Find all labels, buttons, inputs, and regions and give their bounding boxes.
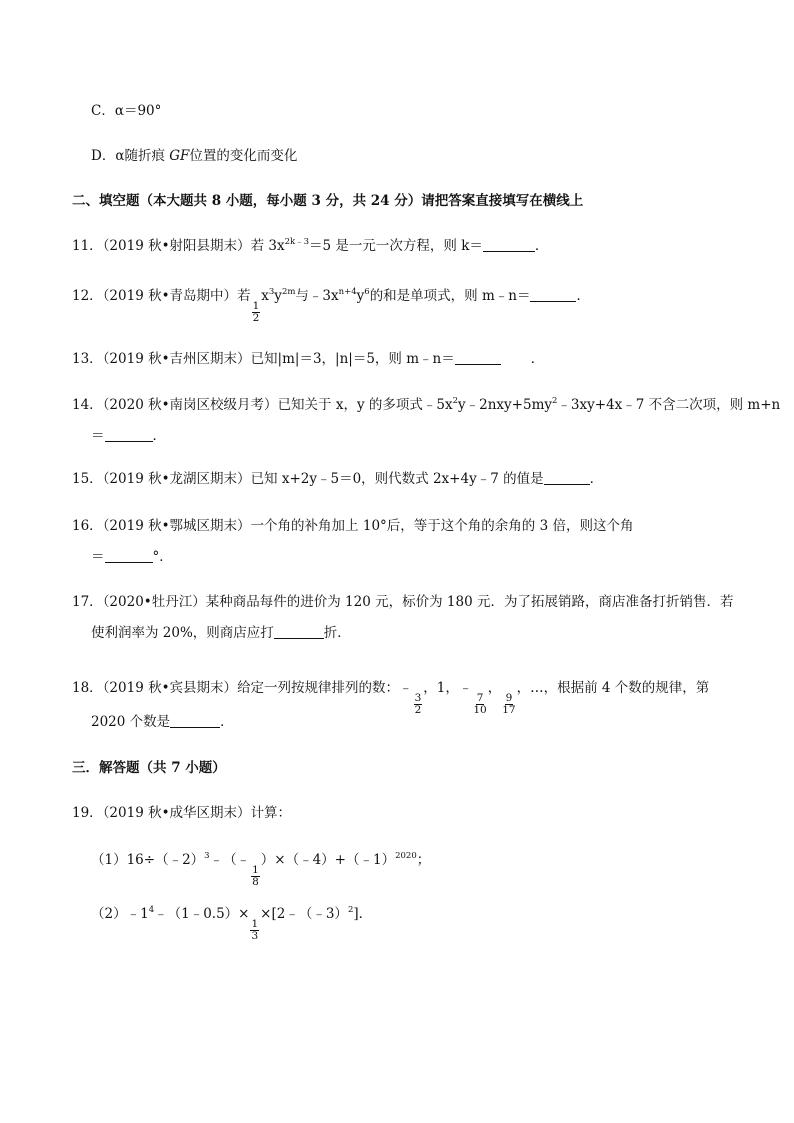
q16-end: °．	[152, 549, 173, 565]
q13-answer-blank[interactable]	[455, 350, 501, 365]
option-d-post: 位置的变化而变化	[189, 148, 298, 164]
q14-exp-1: 2	[452, 396, 459, 406]
option-d-pre: D．α随折痕	[91, 148, 165, 164]
q13-text: 已知|m|＝3，|n|＝5，则 m﹣n＝	[250, 351, 455, 367]
q18-text-2: ，1，﹣	[423, 680, 473, 696]
question-14-line-1	[72, 395, 780, 415]
q11-source: （2019 秋•射阳县期末）	[102, 238, 251, 254]
q18-frac-2-den: 10	[473, 704, 487, 716]
q12-fraction	[252, 301, 261, 324]
q13-end: ．	[530, 351, 545, 367]
q14-exp-2: 2	[552, 396, 558, 406]
q19-source: （2019 秋•成华区期末）	[102, 805, 251, 821]
q19-p2-frac-num: 1	[251, 918, 259, 930]
q19-p1-exp-2: 2020	[395, 851, 417, 861]
q14-answer-blank[interactable]	[105, 427, 153, 442]
q19-p1-frac-num: 1	[252, 864, 259, 876]
q12-answer-blank[interactable]	[530, 287, 576, 302]
q12-text-4: 与﹣3x	[295, 288, 339, 304]
q19-p2-exp-1: 4	[148, 905, 155, 915]
option-d-var: GF	[169, 148, 190, 164]
q16-number: 16．	[72, 518, 103, 534]
q17-text-2: 使利润率为 20%，则商店应打	[91, 625, 274, 641]
q17-source: （2020•牡丹江）	[102, 594, 206, 610]
q12-text-5: y	[356, 288, 365, 304]
q16-text: 一个角的补角加上 10°后，等于这个角的余角的 3 倍，则这个角	[250, 518, 634, 534]
q19-text: 计算：	[250, 805, 292, 821]
q19-p1-frac-den: 8	[252, 876, 259, 888]
q17-number: 17．	[72, 594, 103, 610]
q18-frac-1-den: 2	[414, 704, 422, 716]
question-19	[72, 803, 291, 823]
section-3-title: 三．解答题（共 7 小题）	[72, 760, 226, 776]
q19-p2-text-4: ]．	[353, 906, 373, 922]
q15-end: ．	[589, 471, 604, 487]
q14-source: （2020 秋•南岗区校级月考）	[102, 397, 278, 413]
question-15	[72, 469, 603, 489]
question-16-line-1	[72, 516, 633, 536]
q19-p2-frac-den: 3	[251, 930, 259, 942]
q11-text-1: 若 3x	[250, 238, 285, 254]
question-17-line-2	[91, 623, 351, 643]
q11-number: 11．	[72, 238, 103, 254]
q19-part-2	[91, 904, 372, 942]
q19-p1-fraction	[251, 865, 260, 888]
question-17-line-1	[72, 592, 733, 612]
question-11	[72, 236, 548, 256]
q12-text-3: y	[274, 288, 282, 304]
q12-exp-2: 2m	[281, 287, 296, 297]
q12-end: ．	[576, 288, 590, 304]
q18-text-3: ，	[487, 680, 502, 696]
q12-exp-3: n+4	[338, 287, 357, 297]
q17-end: 折．	[323, 625, 351, 641]
q19-number: 19．	[72, 805, 103, 821]
q18-frac-3-den: 17	[502, 704, 516, 716]
q14-text-3: ﹣3xy+4x﹣7 不含二次项，则 m+n	[557, 397, 781, 413]
q12-exp-4: 6	[364, 287, 370, 297]
question-13	[72, 349, 544, 369]
q19-p1-text-2: ﹣（﹣	[209, 852, 251, 868]
q12-text-1: 若	[237, 288, 251, 304]
q12-exp-1: 3	[268, 287, 275, 297]
question-16-line-2	[91, 547, 173, 567]
q12-source: （2019 秋•青岛期中）	[102, 288, 238, 304]
q18-text-5: 2020 个数是	[91, 714, 171, 730]
option-c: C．α＝90°	[91, 103, 162, 119]
q18-end: ．	[220, 714, 234, 730]
q12-text-2: x	[261, 288, 269, 304]
q18-text-4: ，…，根据前 4 个数的规律，第	[516, 680, 710, 696]
q14-equals: ＝	[91, 428, 105, 444]
question-12	[72, 286, 590, 324]
q18-frac-3-num: 9	[505, 692, 513, 704]
q15-source: （2019 秋•龙湖区期末）	[102, 471, 251, 487]
q18-fraction-3	[502, 693, 515, 716]
q19-p2-exp-2: 2	[347, 905, 354, 915]
q14-number: 14．	[72, 397, 103, 413]
q12-number: 12．	[72, 288, 103, 304]
q12-frac-num: 1	[252, 300, 260, 312]
option-d	[91, 146, 297, 166]
q17-text: 某种商品每件的进价为 120 元，标价为 180 元．为了拓展销路，商店准备打折销售．若	[205, 594, 734, 610]
q13-number: 13．	[72, 351, 103, 367]
q19-p1-text-1: （1）16÷（﹣2）	[91, 852, 205, 868]
q18-fraction-1	[414, 693, 423, 716]
q18-frac-1-num: 3	[414, 692, 422, 704]
q16-source: （2019 秋•鄂城区期末）	[102, 518, 251, 534]
q18-number: 18．	[72, 680, 103, 696]
q13-source: （2019 秋•吉州区期末）	[102, 351, 251, 367]
q16-equals: ＝	[91, 549, 105, 565]
q19-p2-text-3: ×[2﹣（﹣3）	[260, 906, 348, 922]
q11-text-2: ＝5 是一元一次方程，则 k＝	[309, 238, 483, 254]
q19-p2-text-1: （2）﹣1	[91, 906, 149, 922]
q19-part-1	[91, 850, 430, 888]
question-18-line-1	[72, 678, 709, 716]
q12-text-6: 的和是单项式，则 m﹣n＝	[369, 288, 531, 304]
q18-source: （2019 秋•宾县期末）	[102, 680, 238, 696]
q16-answer-blank[interactable]	[105, 548, 153, 563]
q18-answer-blank[interactable]	[170, 713, 220, 728]
q19-p1-exp-1: 3	[204, 851, 210, 861]
q17-answer-blank[interactable]	[274, 624, 324, 639]
q11-end: ．	[534, 238, 549, 254]
q18-text-1: 给定一列按规律排列的数：﹣	[237, 680, 413, 696]
q15-answer-blank[interactable]	[544, 470, 590, 485]
question-14-line-2	[91, 426, 166, 446]
q15-number: 15．	[72, 471, 103, 487]
question-18-line-2	[91, 712, 234, 732]
q15-text: 已知 x+2y﹣5＝0，则代数式 2x+4y﹣7 的值是	[250, 471, 544, 487]
q14-text-1: 已知关于 x，y 的多项式﹣5x	[277, 397, 453, 413]
q19-p2-text-2: ﹣（1﹣0.5）×	[154, 906, 250, 922]
q19-p1-text-3: ）×（﹣4）+（﹣1）	[260, 852, 396, 868]
q18-frac-2-num: 7	[476, 692, 484, 704]
q12-frac-den: 2	[252, 312, 260, 324]
q19-p2-fraction	[250, 919, 259, 942]
q11-exponent: 2k﹣3	[284, 237, 310, 247]
q18-fraction-2	[473, 693, 486, 716]
q11-answer-blank[interactable]	[483, 237, 535, 252]
q14-end: ．	[152, 428, 166, 444]
q19-p1-text-4: ；	[416, 852, 431, 868]
section-2-title: 二、填空题（本大题共 8 小题，每小题 3 分，共 24 分）请把答案直接填写在横线上	[72, 193, 584, 209]
q14-text-2: y﹣2nxy+5my	[458, 397, 552, 413]
